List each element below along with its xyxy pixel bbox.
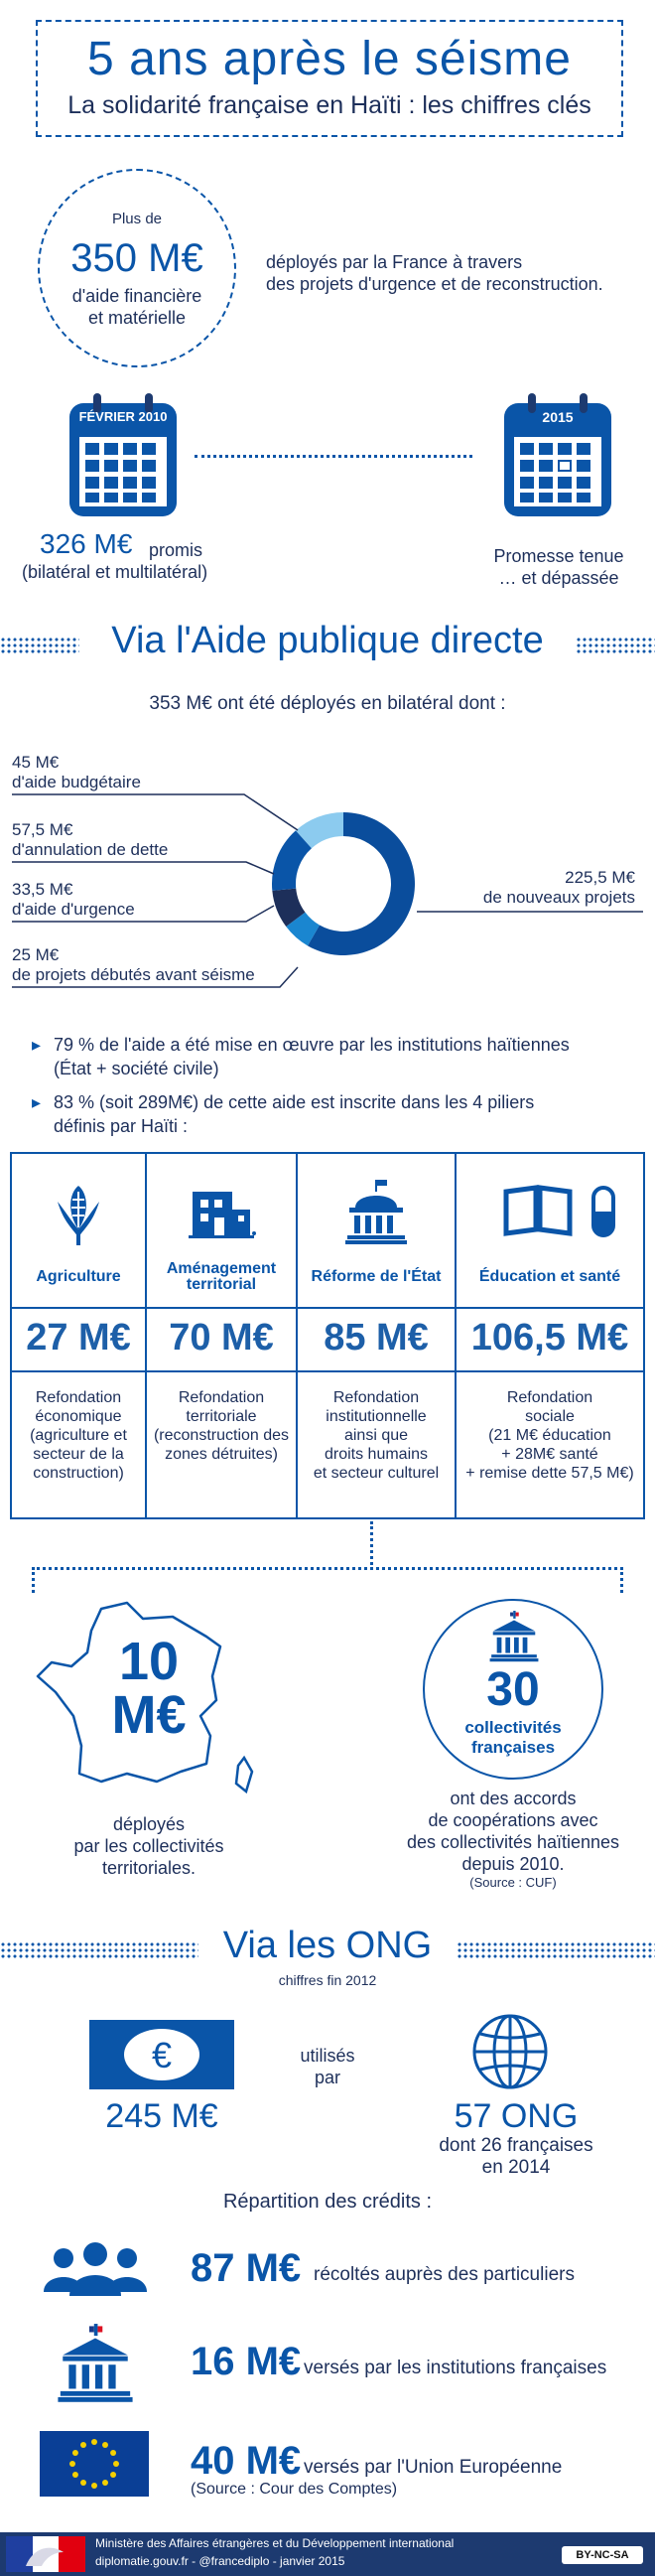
promised-word: promis [149, 540, 203, 560]
book-pill-icon [502, 1184, 621, 1239]
ngo-count: 57 ONG [454, 2097, 579, 2135]
globe-icon [470, 2012, 550, 2091]
eu-star [80, 2480, 86, 2486]
desc-line: construction) [33, 1465, 124, 1482]
credit-label-eu: versés par l'Union Européenne [304, 2457, 563, 2478]
france-amount-number: 10 [118, 1632, 180, 1691]
collectivites-label-2: françaises [470, 1738, 556, 1757]
desc-line: territoriales. [101, 1858, 196, 1878]
footer-links: diplomatie.gouv.fr - @francediplo - janvier 2015 [95, 2554, 345, 2568]
total-aid-circle [38, 169, 236, 367]
svg-text:€: € [151, 2035, 173, 2075]
desc-line: zones détruites) [165, 1446, 278, 1463]
bilateral-intro: 353 M€ ont été déployés en bilatéral dont : [149, 693, 506, 714]
pillar-label-agriculture: Agriculture [36, 1268, 121, 1285]
pillar-desc-reforme [298, 1388, 455, 1483]
eu-star [69, 2461, 75, 2467]
eu-star [102, 2480, 108, 2486]
desc-line: Refondation [178, 1389, 265, 1406]
bullet-83-line-1: ▸ 83 % (soit 289M€) de cette aide est inscrite dans les 4 piliers [54, 1092, 535, 1112]
desc-line: territoriale [186, 1408, 257, 1425]
collectivites-desc [387, 1788, 639, 1875]
connector-bracket [32, 1567, 623, 1593]
divider [12, 1307, 643, 1309]
item-debt-value: 57,5 M€ [12, 820, 73, 839]
header-box [36, 20, 623, 137]
connector-vertical [370, 1521, 373, 1565]
desc-line: Refondation [332, 1389, 420, 1406]
desc-line: institutionnelle [326, 1408, 427, 1425]
item-budget-value: 45 M€ [12, 753, 60, 772]
desc-line: des collectivités haïtiennes [406, 1832, 620, 1852]
france-amount-unit: M€ [111, 1685, 187, 1745]
building-icon [189, 1188, 258, 1243]
promise-kept-1: Promesse tenue [493, 546, 624, 566]
bullet-83-line-2: définis par Haïti : [54, 1116, 189, 1136]
ngo-amount: 245 M€ [105, 2097, 218, 2135]
pillar-label-reforme: Réforme de l'État [311, 1268, 442, 1285]
desc-line: sociale [525, 1408, 575, 1425]
pillar-desc-agriculture [12, 1388, 145, 1483]
desc-line: Refondation [506, 1389, 593, 1406]
desc-line: déployés [112, 1814, 186, 1834]
total-aid-value: 350 M€ [70, 236, 203, 280]
collectivites-label-1: collectivités [464, 1718, 562, 1737]
calendar-2010-label: FÉVRIER 2010 [78, 409, 168, 424]
plus-de-label: Plus de [111, 211, 163, 227]
eu-star [113, 2461, 119, 2467]
item-new-projects-label: de nouveaux projets [482, 888, 635, 907]
desc-line: + 28M€ santé [501, 1446, 598, 1463]
eu-star [80, 2442, 86, 2448]
corn-icon [54, 1182, 103, 1245]
desc-line: ont des accords [450, 1789, 577, 1808]
page-title: 5 ans après le séisme [87, 33, 572, 85]
promise-kept-2: … et dépassée [498, 568, 619, 588]
pillars-table [10, 1152, 645, 1519]
item-emergency-value: 33,5 M€ [12, 880, 73, 899]
footer-ministry: Ministère des Affaires étrangères et du Développement international [95, 2536, 455, 2550]
eu-star [110, 2450, 116, 2456]
footer [0, 2532, 655, 2576]
item-before-quake-label: de projets débutés avant séisme [12, 965, 255, 984]
credit-label-institutions: versés par les institutions françaises [304, 2358, 607, 2378]
pillar-value-agriculture: 27 M€ [26, 1317, 131, 1359]
pillar-label-amenagement-1: Aménagement [166, 1260, 277, 1277]
pillar-value-education: 106,5 M€ [470, 1317, 629, 1359]
item-debt [12, 820, 168, 860]
capitol-icon [345, 1180, 407, 1245]
eu-star [110, 2472, 116, 2478]
ngo-used-1: utilisés [300, 2046, 355, 2066]
desc-line: droits humains [324, 1446, 429, 1463]
eu-star [72, 2450, 78, 2456]
collectivites-source: (Source : CUF) [469, 1875, 557, 1890]
desc-line: (agriculture et [30, 1427, 127, 1444]
desc-line: secteur de la [33, 1446, 124, 1463]
timeline-dotted-line [195, 455, 472, 458]
eu-star [102, 2442, 108, 2448]
desc-line: (21 M€ éducation [488, 1427, 611, 1444]
desc-line: depuis 2010. [461, 1854, 565, 1874]
eu-flag-icon [40, 2431, 149, 2497]
item-debt-label: d'annulation de dette [12, 840, 169, 859]
ngo-count-detail-1: dont 26 françaises [439, 2135, 593, 2156]
calendar-2015-label: 2015 [542, 409, 574, 425]
france-amount [79, 1632, 218, 1745]
credit-value-eu: 40 M€ [191, 2439, 302, 2483]
bullet-79 [54, 1033, 570, 1080]
desc-line: et secteur culturel [313, 1465, 440, 1482]
desc-line: Refondation [35, 1389, 122, 1406]
institution-icon [58, 2324, 133, 2403]
item-new-projects-value: 225,5 M€ [565, 868, 635, 887]
item-budget-label: d'aide budgétaire [12, 773, 141, 791]
collectivites-count: 30 [486, 1663, 540, 1716]
item-budget [12, 753, 141, 792]
banknote-icon [89, 2020, 234, 2089]
section-title-direct-aid: Via l'Aide publique directe [111, 620, 544, 661]
credit-value-institutions: 16 M€ [191, 2340, 302, 2383]
institution-icon [489, 1611, 539, 1662]
eu-star [91, 2483, 97, 2489]
bullet-79-line-2: (État + société civile) [54, 1059, 219, 1078]
divider [12, 1370, 643, 1372]
bullet-79-line-1: ▸ 79 % de l'aide a été mise en œuvre par les institutions haïtiennes [54, 1035, 570, 1055]
credit-label-individuals: récoltés auprès des particuliers [314, 2264, 575, 2285]
pillar-desc-education [457, 1388, 643, 1483]
deployed-line-1: déployés par la France à travers [266, 252, 523, 272]
leader-line [12, 862, 274, 874]
item-emergency-label: d'aide d'urgence [12, 900, 135, 919]
ngo-count-detail-2: en 2014 [481, 2157, 551, 2178]
france-desc [40, 1813, 258, 1879]
calendar-icon-2010 [67, 393, 179, 514]
collectivites-circle [423, 1599, 603, 1780]
section-title-ngo: Via les ONG [222, 1925, 433, 1966]
desc-line: économique [35, 1408, 122, 1425]
deployed-line-2: des projets d'urgence et de reconstruction. [266, 274, 603, 294]
ngo-used-2: par [314, 2068, 340, 2087]
people-icon [42, 2242, 149, 2298]
item-before-quake-value: 25 M€ [12, 945, 60, 964]
desc-line: ainsi que [343, 1427, 409, 1444]
item-emergency [12, 880, 135, 920]
promised-detail: (bilatéral et multilatéral) [22, 562, 208, 582]
credits-source: (Source : Cour des Comptes) [191, 2481, 398, 2498]
total-aid-desc-2: et matérielle [87, 308, 187, 328]
credit-value-individuals: 87 M€ [191, 2246, 302, 2290]
desc-line: par les collectivités [73, 1836, 224, 1856]
license-badge[interactable]: BY-NC-SA [562, 2546, 643, 2564]
calendar-icon-2015 [502, 393, 613, 514]
total-aid-desc-1: d'aide financière [71, 286, 202, 306]
eu-star [72, 2472, 78, 2478]
ngo-subtitle: chiffres fin 2012 [278, 1972, 377, 1988]
pillar-desc-amenagement [147, 1388, 296, 1464]
item-new-projects [457, 868, 635, 908]
pillar-value-reforme: 85 M€ [324, 1317, 429, 1359]
desc-line: (reconstruction des [153, 1427, 290, 1444]
page-subtitle: La solidarité française en Haïti : les chiffres clés [67, 91, 591, 119]
bullet-83 [54, 1090, 534, 1138]
pillar-value-amenagement: 70 M€ [169, 1317, 274, 1359]
eu-star [91, 2439, 97, 2445]
pillar-label-amenagement-2: territorial [186, 1276, 257, 1293]
desc-line: + remise dette 57,5 M€) [465, 1465, 634, 1482]
pillar-label-education: Éducation et santé [478, 1268, 621, 1285]
credits-title: Répartition des crédits : [222, 2191, 433, 2213]
desc-line: de coopérations avec [428, 1810, 598, 1830]
item-before-quake [12, 945, 255, 985]
republic-logo [6, 2536, 85, 2572]
promised-amount: 326 M€ [40, 528, 133, 559]
